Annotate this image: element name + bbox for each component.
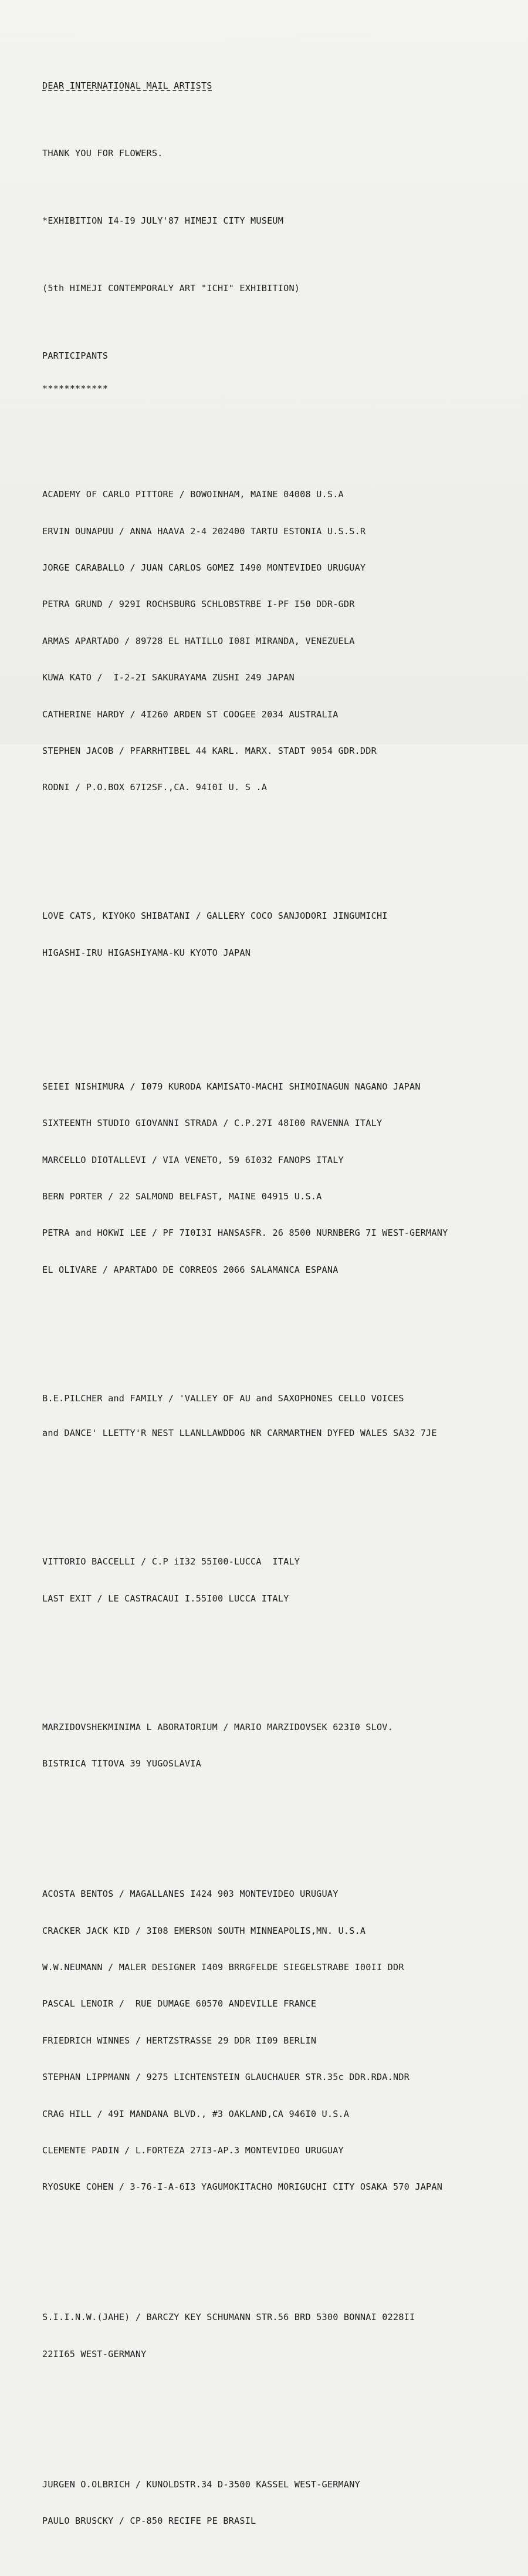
participant-group-5 [42, 1532, 512, 1629]
participant-line: ERVIN OUNAPUU / ANNA HAAVA 2-4 202400 TARTU ESTONIA U.S.S.R [42, 525, 366, 537]
participant-line: LOVE CATS, KIYOKO SHIBATANI / GALLERY COCO SANJODORI JINGUMICHI [42, 911, 388, 922]
participant-line: CLEMENTE PADIN / L.FORTEZA 27I3-AP.3 MONTEVIDEO URUGUAY [42, 2145, 344, 2156]
participant-line: JURGEN O.OLBRICH / KUNOLDSTR.34 D-3500 KASSEL WEST-GERMANY [42, 2479, 360, 2490]
participant-line: S.I.I.N.W.(JAHE) / BARCZY KEY SCHUMANN STR.56 BRD 5300 BONNAI 0228II [42, 2312, 415, 2323]
participant-line: STEPHAN LIPPMANN / 9275 LICHTENSTEIN GLAUCHAUER STR.35c DDR.RDA.NDR [42, 2072, 410, 2083]
participant-line: VITTORIO BACCELLI / C.P iI32 55I00-LUCCA ITALY [42, 1556, 300, 1567]
participant-line: SEIEI NISHIMURA / I079 KURODA KAMISATO-MACHI SHIMOINAGUN NAGANO JAPAN [42, 1081, 421, 1092]
participant-line: MARZIDOVSHEKMINIMA L ABORATORIUM / MARIO MARZIDOVSEK 623I0 SLOV. [42, 1721, 393, 1732]
participant-group-2 [42, 886, 512, 983]
letter-body [42, 55, 512, 2576]
participant-line: ARMAS APARTADO / 89728 EL HATILLO I08I MIRANDA, VENEZUELA [42, 635, 355, 646]
participant-line: CRACKER JACK KID / 3I08 EMERSON SOUTH MINNEAPOLIS,MN. U.S.A [42, 1925, 366, 1936]
participant-line: W.W.NEUMANN / MALER DESIGNER I409 BRRGFELDE SIEGELSTRABE I00II DDR [42, 1961, 404, 1973]
participant-line: PAULO BRUSCKY / CP-850 RECIFE PE BRASIL [42, 2516, 256, 2526]
participant-line: KUWA KATO / I-2-2I SAKURAYAMA ZUSHI 249 JAPAN [42, 672, 295, 683]
participant-line: B.E.PILCHER and FAMILY / 'VALLEY OF AU and SAXOPHONES CELLO VOICES [42, 1392, 404, 1404]
participant-group-6 [42, 1697, 512, 1794]
participant-line: ACADEMY OF CARLO PITTORE / BOWOINHAM, MAINE 04008 U.S.A [42, 489, 344, 500]
participant-line: BISTRICA TITOVA 39 YUGOSLAVIA [42, 1758, 201, 1769]
participant-line: MARCELLO DIOTALLEVI / VIA VENETO, 59 6I032 FANOPS ITALY [42, 1154, 344, 1165]
participant-group-1 [42, 464, 512, 818]
participant-group-7 [42, 1864, 512, 2218]
participant-line: PETRA and HOKWI LEE / PF 7I0I3I HANSASFR. 26 8500 NURNBERG 7I WEST-GERMANY [42, 1228, 448, 1239]
participant-line: JORGE CARABALLO / JUAN CARLOS GOMEZ I490 MONTEVIDEO URUGUAY [42, 562, 366, 574]
participant-line: BERN PORTER / 22 SALMOND BELFAST, MAINE 04915 U.S.A [42, 1191, 322, 1202]
participant-line: RODNI / P.O.BOX 67I2SF.,CA. 94I0I U. S .A [42, 782, 268, 793]
participant-line: PASCAL LENOIR / RUE DUMAGE 60570 ANDEVILLE FRANCE [42, 1998, 317, 2009]
participant-group-3 [42, 1056, 512, 1300]
participant-line: STEPHEN JACOB / PFARRHTIBEL 44 KARL. MARX. STADT 9054 GDR.DDR [42, 746, 377, 757]
participant-line: and DANCE' LLETTY'R NEST LLANLLAWDDOG NR CARMARTHEN DYFED WALES SA32 7JE [42, 1428, 437, 1439]
participant-line: SIXTEENTH STUDIO GIOVANNI STRADA / C.P.27I 48I00 RAVENNA ITALY [42, 1118, 383, 1129]
participant-line: LAST EXIT / LE CASTRACAUI I.55I00 LUCCA ITALY [42, 1593, 289, 1604]
participant-group-8 [42, 2287, 512, 2385]
exhibition-note: (5th HIMEJI CONTEMPORALY ART "ICHI" EXHIBITION) [42, 282, 300, 294]
salutation: DEAR INTERNATIONAL MAIL ARTISTS [42, 80, 212, 91]
participant-line: PETRA GRUND / 929I ROCHSBURG SCHLOBSTRBE I-PF I50 DDR-GDR [42, 599, 355, 610]
participants-underline-stars: ************ [42, 383, 109, 394]
participant-line: FRIEDRICH WINNES / HERTZSTRASSE 29 DDR II09 BERLIN [42, 2035, 317, 2046]
thanks-line: THANK YOU FOR FLOWERS. [42, 147, 163, 159]
participant-line: 22II65 WEST-GERMANY [42, 2348, 147, 2359]
participant-line: HIGASHI-IRU HIGASHIYAMA-KU KYOTO JAPAN [42, 947, 251, 958]
participant-group-9 [42, 2454, 512, 2551]
participant-group-4 [42, 1368, 512, 1462]
participant-line: ACOSTA BENTOS / MAGALLANES I424 903 MONTEVIDEO URUGUAY [42, 1889, 339, 1900]
participant-line: EL OLIVARE / APARTADO DE CORREOS 2066 SALAMANCA ESPANA [42, 1264, 339, 1275]
participant-line: CRAG HILL / 49I MANDANA BLVD., #3 OAKLAND,CA 946I0 U.S.A [42, 2108, 350, 2119]
participant-line: RYOSUKE COHEN / 3-76-I-A-6I3 YAGUMOKITACHO MORIGUCHI CITY OSAKA 570 JAPAN [42, 2181, 443, 2193]
participants-heading: PARTICIPANTS [42, 350, 109, 361]
participant-line: CATHERINE HARDY / 4I260 ARDEN ST COOGEE 2034 AUSTRALIA [42, 709, 339, 720]
exhibition-line: *EXHIBITION I4-I9 JULY'87 HIMEJI CITY MUSEUM [42, 215, 284, 226]
